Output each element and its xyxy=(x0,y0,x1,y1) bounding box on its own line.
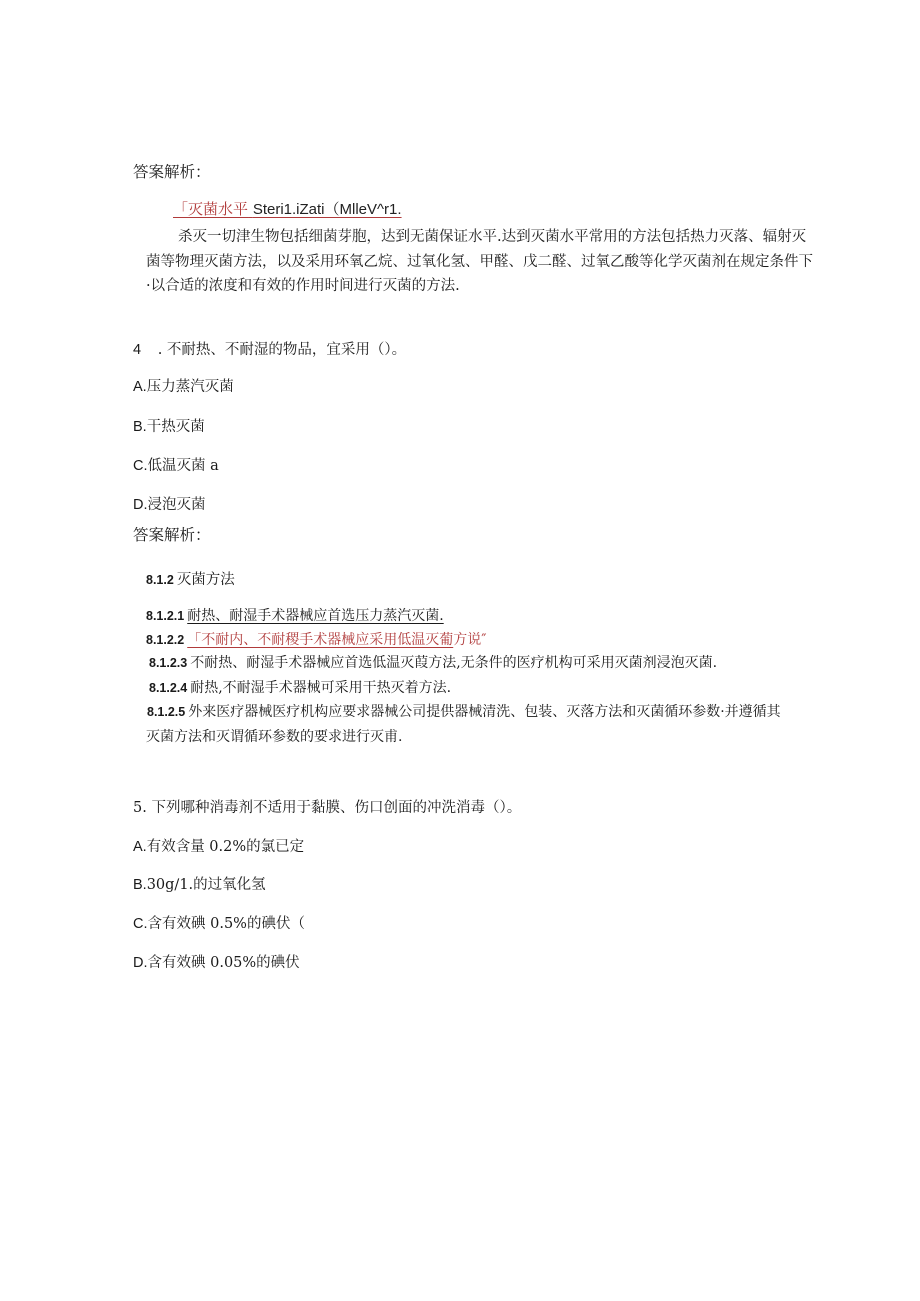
clause-8-1-2-5: 8.1.2.5 外来医疗器械医疗机构应要求器械公司提供器械清洗、包装、灭落方法和灭菌循环参数·并遵循其 xyxy=(147,704,781,720)
question-5-stem: 5. 下列哪种消毒剂不适用于黏膜、伤口创面的冲洗消毒（）。 xyxy=(133,800,522,816)
clause-8-1-2-1: 8.1.2.1 耐热、耐湿手术器械应首选压力蒸汽灭菌. xyxy=(146,608,444,624)
q5-option-a: A.有效含量 0.2%的氯已定 xyxy=(133,839,305,855)
term-english: Steri1.iZati（MlleV^r1. xyxy=(252,201,402,218)
term-chinese: 灭菌水平 xyxy=(188,200,249,218)
question-4-stem xyxy=(133,343,406,358)
section-heading xyxy=(146,573,235,588)
analysis-line-3: ·以合适的浓度和有效的作用时间进行灭菌的方法. xyxy=(146,278,460,294)
q4-option-c: C.低温灭菌 a xyxy=(133,458,219,474)
q5-option-b: B.30g∕1.的过氧化氢 xyxy=(133,877,266,893)
clause-8-1-2-5-cont: 灭菌方法和灭谓循环参数的要求进行灭甫. xyxy=(146,729,403,745)
answer-analysis-label-2: 答案解析： xyxy=(133,526,211,544)
answer-analysis-label: 答案解析： xyxy=(133,163,211,181)
clause-8-1-2-4: 8.1.2.4 耐热,不耐湿手术器械可采用干热灭着方法. xyxy=(149,680,452,696)
q5-option-c: C.含有效碘 0.5%的碘伏（ xyxy=(133,916,305,932)
clause-8-1-2-2: 8.1.2.2 「不耐内、不耐稷手术器械应采用低温灭葡方说″ xyxy=(146,632,487,648)
q4-option-a: A.压力蒸汽灭菌 xyxy=(133,379,234,395)
q4-option-d: D.浸泡灭菌 xyxy=(133,497,206,513)
q4-option-b: B.干热灭菌 xyxy=(133,419,205,435)
section-title: 灭菌方法 xyxy=(176,572,235,588)
term-bracket: 「 xyxy=(173,200,189,218)
clause-8-1-2-3: 8.1.2.3 不耐热、耐湿手术器械应首选低温灭葭方法,无条件的医疗机构可采用灭菌剂浸泡灭菌. xyxy=(149,655,718,671)
question-4-number: 4 xyxy=(133,342,142,358)
question-4-text: . 不耐热、不耐湿的物品，宜采用（）。 xyxy=(157,342,407,358)
analysis-line-1: 杀灭一切津生物包括细菌芽胞，达到无菌保证水平.达到灭菌水平常用的方法包括热力灭落、辐射灭 xyxy=(178,229,807,245)
sterilization-level-term xyxy=(173,202,402,217)
q5-option-d: D.含有效碘 0.05%的碘伏 xyxy=(133,955,300,971)
section-number: 8.1.2 xyxy=(146,573,174,587)
analysis-line-2: 菌等物理灭菌方法，以及采用环氧乙烷、过氧化氢、甲醛、戊二醛、过氧乙酸等化学灭菌剂在规定条件下 xyxy=(146,254,813,270)
